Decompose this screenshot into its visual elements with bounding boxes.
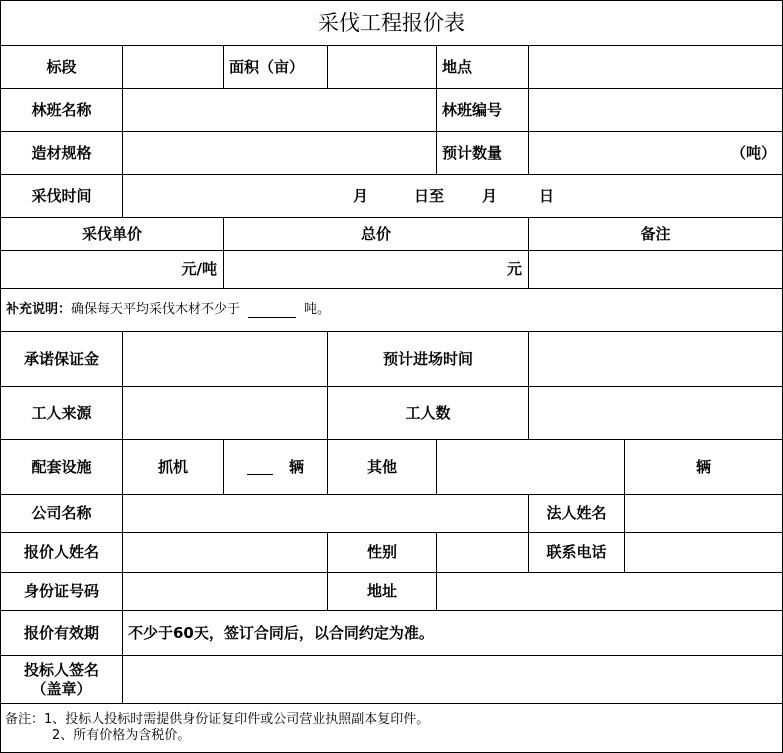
note-line-2: 2、所有价格为含税价。 (52, 728, 191, 743)
quoter-name-label: 报价人姓名 (0, 532, 123, 573)
company-name-label: 公司名称 (0, 494, 123, 533)
total-price-value[interactable]: 元 (223, 250, 529, 289)
worker-count-input[interactable] (528, 386, 783, 440)
worker-count-label: 工人数 (327, 386, 529, 440)
forest-number-input[interactable] (528, 88, 783, 132)
gender-label: 性别 (327, 532, 437, 573)
timber-spec-label: 造材规格 (0, 131, 123, 175)
legal-person-input[interactable] (624, 494, 783, 533)
unit-price-value[interactable]: 元/吨 (0, 250, 224, 289)
harvest-day-end: 日 (539, 186, 555, 205)
signature-label-line2: （盖章） (31, 679, 92, 698)
signature-input[interactable] (122, 655, 783, 704)
location-input[interactable] (528, 45, 783, 89)
supplement-text: 确保每天平均采伐木材不少于 (71, 301, 241, 317)
worker-source-input[interactable] (122, 386, 328, 440)
signature-label-line1: 投标人签名 (23, 660, 99, 679)
address-label: 地址 (327, 572, 437, 611)
validity-label: 报价有效期 (0, 610, 123, 656)
section-input[interactable] (122, 45, 224, 89)
other-equipment-label: 其他 (327, 439, 437, 495)
other-equipment-unit[interactable]: 辆 (624, 439, 783, 495)
deposit-input[interactable] (122, 331, 328, 387)
harvest-month-start: 月 (353, 186, 369, 205)
estimated-qty-label: 预计数量 (436, 131, 529, 175)
deposit-label: 承诺保证金 (0, 331, 123, 387)
grabber-count-blank[interactable] (247, 460, 273, 475)
id-number-label: 身份证号码 (0, 572, 123, 611)
worker-source-label: 工人来源 (0, 386, 123, 440)
grabber-unit: 辆 (288, 457, 304, 476)
harvest-day-to: 日至 (414, 186, 445, 205)
section-label: 标段 (0, 45, 123, 89)
daily-volume-blank[interactable] (248, 303, 296, 318)
quoter-name-input[interactable] (122, 532, 328, 573)
company-name-input[interactable] (122, 494, 529, 533)
supplement-suffix: 吨。 (304, 301, 331, 317)
supplement-prefix: 补充说明： (6, 301, 72, 317)
phone-input[interactable] (624, 532, 783, 573)
address-input[interactable] (436, 572, 783, 611)
entry-time-input[interactable] (528, 331, 783, 387)
harvest-time-range[interactable] (122, 174, 783, 218)
note-line-1: 备注：1、投标人投标时需提供身份证复印件或公司营业执照副本复印件。 (5, 711, 430, 727)
footer-notes (0, 703, 783, 753)
equipment-label: 配套设施 (0, 439, 123, 495)
forest-number-label: 林班编号 (436, 88, 529, 132)
harvest-time-label: 采伐时间 (0, 174, 123, 218)
forest-name-input[interactable] (122, 88, 437, 132)
gender-input[interactable] (436, 532, 529, 573)
remark-value[interactable] (528, 250, 783, 289)
remark-header: 备注 (528, 217, 783, 251)
entry-time-label: 预计进场时间 (327, 331, 529, 387)
harvest-month-end: 月 (482, 186, 498, 205)
id-number-input[interactable] (122, 572, 328, 611)
supplement-note (0, 288, 783, 332)
other-equipment-input[interactable] (436, 439, 625, 495)
area-label: 面积（亩） (223, 45, 328, 89)
forest-name-label: 林班名称 (0, 88, 123, 132)
location-label: 地点 (436, 45, 529, 89)
timber-spec-input[interactable] (122, 131, 437, 175)
legal-person-label: 法人姓名 (528, 494, 625, 533)
unit-price-header: 采伐单价 (0, 217, 224, 251)
estimated-qty-unit[interactable]: （吨） (528, 131, 783, 175)
signature-label (0, 655, 123, 704)
page-title: 采伐工程报价表 (0, 0, 783, 46)
validity-value: 不少于60天，签订合同后，以合同约定为准。 (122, 610, 783, 656)
area-input[interactable] (327, 45, 437, 89)
total-price-header: 总价 (223, 217, 529, 251)
grabber-count[interactable] (223, 439, 328, 495)
grabber-label: 抓机 (122, 439, 224, 495)
phone-label: 联系电话 (528, 532, 625, 573)
